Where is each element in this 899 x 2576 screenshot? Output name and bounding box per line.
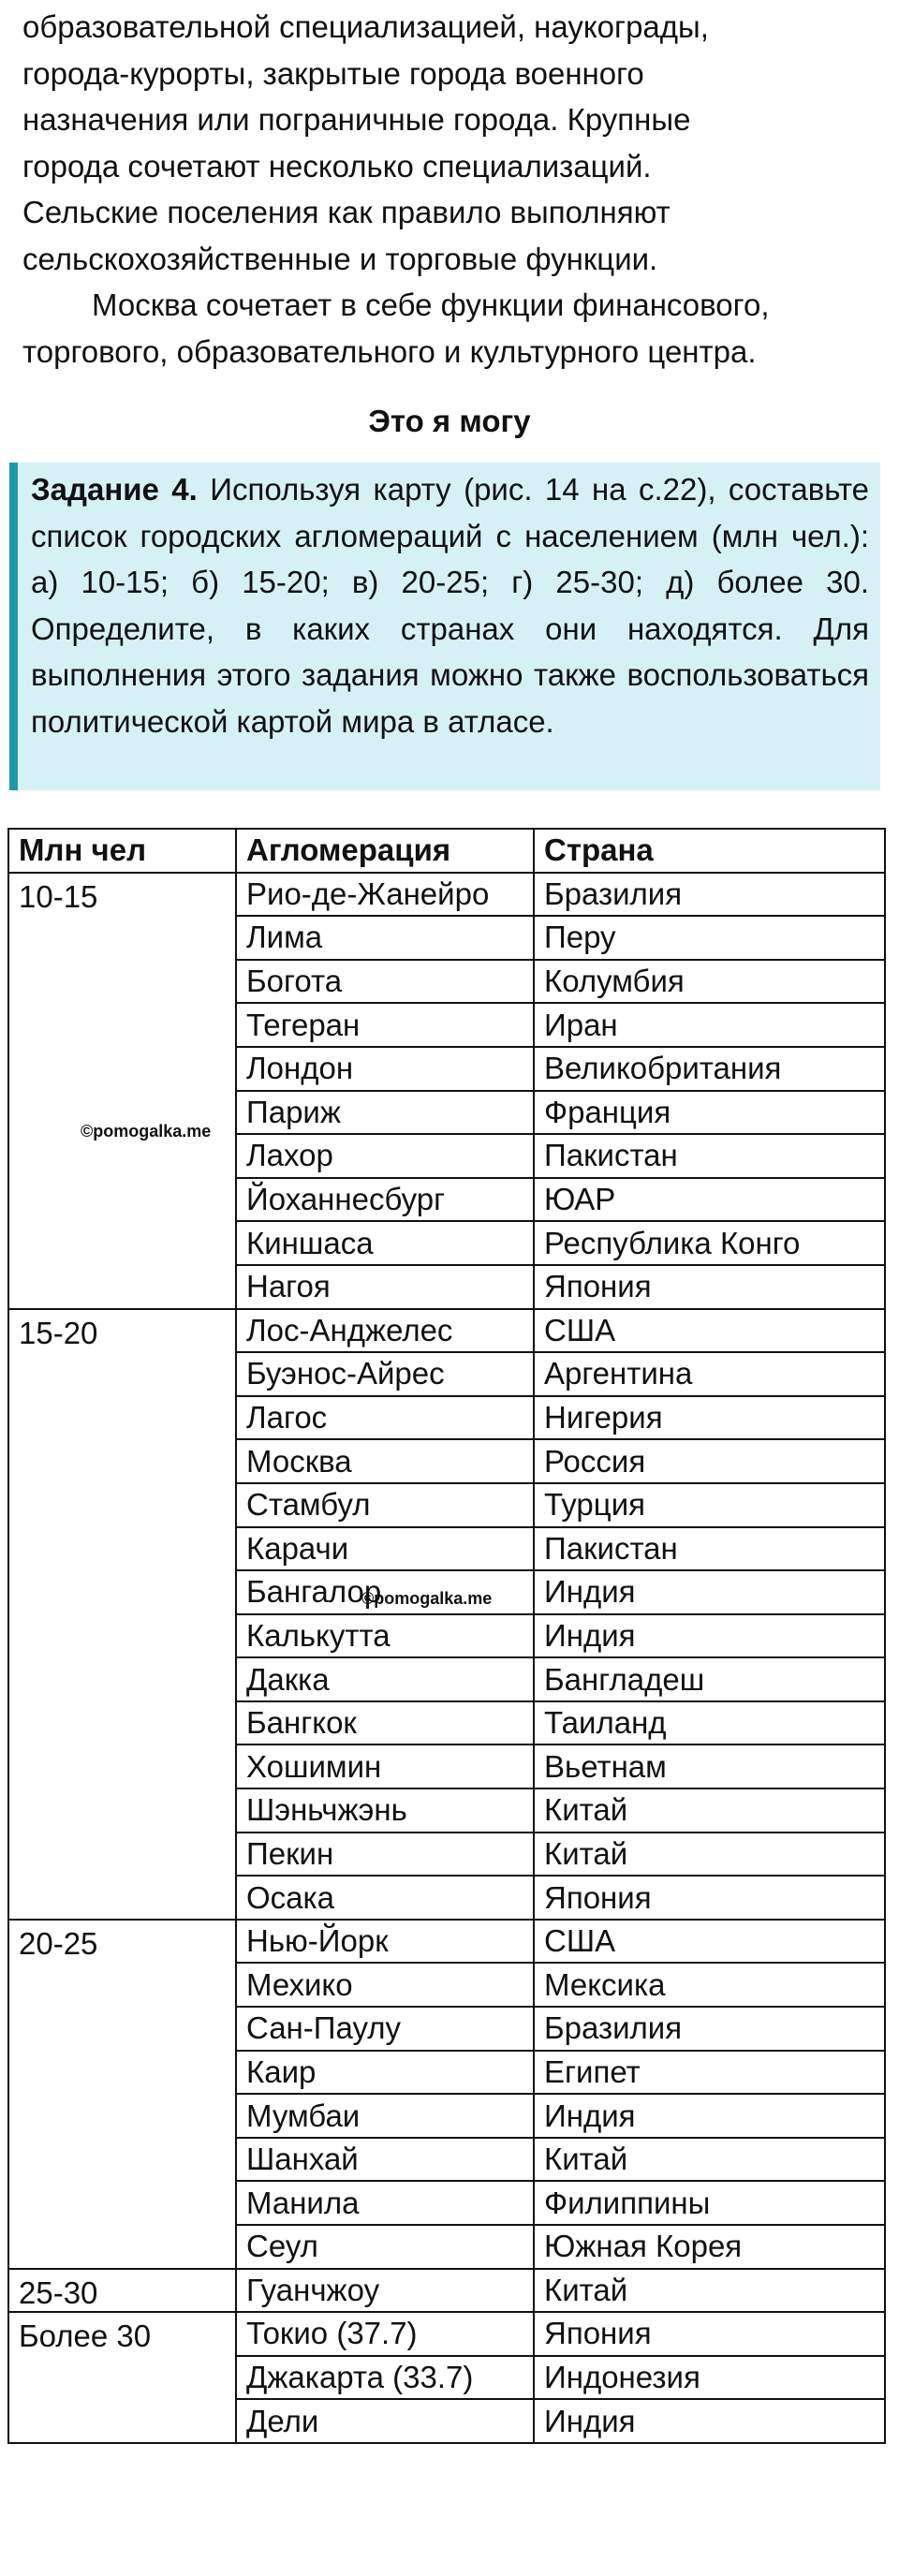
agglomeration-cell: Бангалор	[236, 1570, 534, 1614]
country-cell: Мексика	[534, 1963, 885, 2007]
agglomeration-cell: Рио-де-Жанейро	[236, 873, 534, 917]
country-cell: Индонезия	[534, 2356, 885, 2400]
table-body	[8, 873, 885, 2443]
population-range-cell: 10-15	[8, 873, 236, 1309]
agglomeration-cell: Лондон	[236, 1047, 534, 1091]
agglomeration-cell: Буэнос-Айрес	[236, 1352, 534, 1396]
country-cell: Иран	[534, 1003, 885, 1047]
agglomeration-cell: Токио (37.7)	[236, 2312, 534, 2356]
moscow-line: торгового, образовательного и культурного центра.	[22, 333, 757, 369]
country-cell: Республика Конго	[534, 1221, 885, 1265]
country-cell: Колумбия	[534, 960, 885, 1004]
country-cell: Нигерия	[534, 1396, 885, 1440]
country-cell: Египет	[534, 2051, 885, 2095]
section-heading: Это я могу	[368, 404, 531, 438]
country-cell: Бангладеш	[534, 1657, 885, 1701]
agglomeration-cell: Лос-Анджелес	[236, 1309, 534, 1353]
agglomeration-cell: Стамбул	[236, 1483, 534, 1527]
country-cell: Пакистан	[534, 1527, 885, 1571]
header-country: Страна	[534, 829, 885, 873]
agglomeration-cell: Нью-Йорк	[236, 1920, 534, 1964]
country-cell: Китай	[534, 1833, 885, 1877]
country-cell: Таиланд	[534, 1701, 885, 1745]
population-range-cell: 20-25	[8, 1920, 236, 2269]
country-cell: Пакистан	[534, 1134, 885, 1178]
country-cell: Перу	[534, 916, 885, 960]
task-box	[9, 463, 880, 790]
agglomeration-cell: Дели	[236, 2399, 534, 2443]
agglomeration-cell: Богота	[236, 960, 534, 1004]
agglomeration-cell: Джакарта (33.7)	[236, 2356, 534, 2400]
agglomeration-cell: Бангкок	[236, 1701, 534, 1745]
table-row	[8, 1920, 885, 1964]
intro-line: назначения или пограничные города. Крупные	[22, 102, 691, 137]
agglomeration-cell: Шанхай	[236, 2138, 534, 2182]
country-cell: США	[534, 1920, 885, 1964]
country-cell: Филиппины	[534, 2181, 885, 2225]
agglomeration-table	[7, 828, 886, 2444]
agglomeration-cell: Сан-Паулу	[236, 2007, 534, 2051]
country-cell: Япония	[534, 1876, 885, 1920]
agglomeration-cell: Йоханнесбург	[236, 1178, 534, 1222]
population-range-cell: 15-20	[8, 1309, 236, 1920]
country-cell: Франция	[534, 1091, 885, 1135]
country-cell: Индия	[534, 2094, 885, 2138]
watermark: ©pomogalka.me	[81, 1122, 212, 1141]
table-row	[8, 2269, 885, 2313]
country-cell: Индия	[534, 2399, 885, 2443]
agglomeration-cell: Манила	[236, 2181, 534, 2225]
country-cell: Индия	[534, 1570, 885, 1614]
intro-line: образовательной специализацией, наукограды,	[22, 9, 709, 44]
table-row	[8, 873, 885, 917]
country-cell: Индия	[534, 1614, 885, 1658]
agglomeration-cell: Пекин	[236, 1833, 534, 1877]
country-cell: Китай	[534, 2138, 885, 2182]
agglomeration-cell: Карачи	[236, 1527, 534, 1571]
country-cell: США	[534, 1309, 885, 1353]
country-cell: Китай	[534, 2269, 885, 2313]
country-cell: Великобритания	[534, 1047, 885, 1091]
table-row	[8, 1309, 885, 1353]
country-cell: ЮАР	[534, 1178, 885, 1222]
table-header-row	[8, 829, 885, 873]
agglomeration-cell: Париж	[236, 1091, 534, 1135]
country-cell: Бразилия	[534, 2007, 885, 2051]
agglomeration-cell: Сеул	[236, 2225, 534, 2269]
agglomeration-cell: Шэньчжэнь	[236, 1788, 534, 1833]
agglomeration-cell: Лима	[236, 916, 534, 960]
agglomeration-cell: Тегеран	[236, 1003, 534, 1047]
agglomeration-cell: Киншаса	[236, 1221, 534, 1265]
country-cell: Япония	[534, 1265, 885, 1309]
moscow-line: Москва сочетает в себе функции финансового,	[92, 287, 770, 322]
country-cell: Япония	[534, 2312, 885, 2356]
agglomeration-cell: Москва	[236, 1439, 534, 1483]
country-cell: Аргентина	[534, 1352, 885, 1396]
intro-line: города сочетают несколько специализаций.	[22, 148, 652, 184]
agglomeration-cell: Мехико	[236, 1963, 534, 2007]
population-range-cell: Более 30	[8, 2312, 236, 2443]
table-row	[8, 2312, 885, 2356]
task-text: Используя карту (рис. 14 на с.22), составьте список городских агломераций с населением (млн чел.): а) 10-15; б) 15-20; в) 20-25; г) 25-30; д) более 30. Определите, в каких странах они находятся. Для выполнения этого задания можно также воспользоваться политической картой мира в атласе.	[31, 472, 869, 739]
intro-paragraph	[22, 4, 884, 282]
intro-line: города-курорты, закрытые города военного	[22, 55, 644, 91]
agglomeration-cell: Осака	[236, 1876, 534, 1920]
country-cell: Бразилия	[534, 873, 885, 917]
country-cell: Россия	[534, 1439, 885, 1483]
intro-line: сельскохозяйственные и торговые функции.	[22, 241, 658, 276]
header-agglomeration: Агломерация	[236, 829, 534, 873]
header-population: Млн чел	[8, 829, 236, 873]
agglomeration-cell: Лагос	[236, 1396, 534, 1440]
agglomeration-cell: Гуанчжоу	[236, 2269, 534, 2313]
intro-line: Сельские поселения как правило выполняют	[22, 195, 671, 229]
agglomeration-cell: Калькутта	[236, 1614, 534, 1658]
population-range-cell: 25-30	[8, 2269, 236, 2313]
country-cell: Китай	[534, 1788, 885, 1833]
moscow-paragraph	[22, 282, 884, 375]
agglomeration-cell: Дакка	[236, 1657, 534, 1701]
country-cell: Южная Корея	[534, 2225, 885, 2269]
agglomeration-cell: Мумбаи	[236, 2094, 534, 2138]
agglomeration-cell: Лахор	[236, 1134, 534, 1178]
country-cell: Вьетнам	[534, 1744, 885, 1788]
watermark: ©pomogalka.me	[361, 1589, 493, 1608]
agglomeration-cell: Хошимин	[236, 1744, 534, 1788]
task-label: Задание 4.	[31, 472, 198, 507]
agglomeration-cell: Нагоя	[236, 1265, 534, 1309]
agglomeration-cell: Каир	[236, 2051, 534, 2095]
country-cell: Турция	[534, 1483, 885, 1527]
